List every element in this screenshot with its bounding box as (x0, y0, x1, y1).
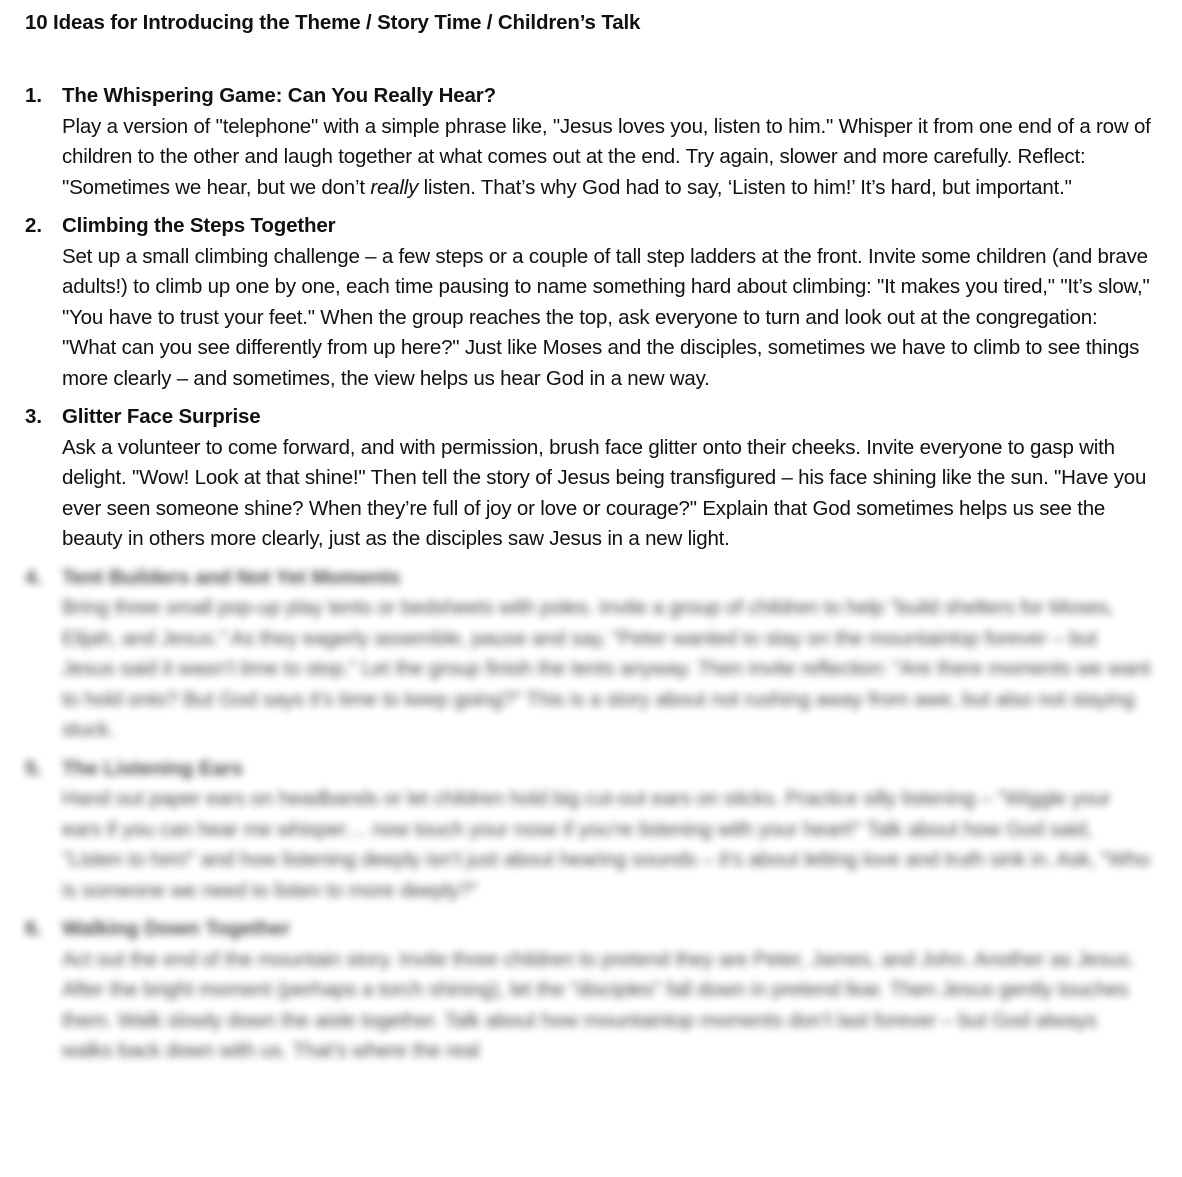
idea-title: Tent Builders and Not Yet Moments (62, 565, 401, 589)
idea-number: 4. (25, 565, 43, 589)
idea-number: 5. (25, 756, 43, 780)
idea-description: Hand out paper ears on headbands or let children hold big cut-out ears on sticks. Practice silly listening – "Wiggle your ears if you can hear me whisper… now touch your nose if you’re listening with your heart!" Talk about how God said, "Listen to him!" and how listening deeply isn’t just about hearing sounds – it’s about letting love and truth sink in. Ask, "Who is someone we need to listen to more deeply?" (62, 787, 1150, 902)
idea-text: Play a version of "telephone" with a simple phrase like, "Jesus loves you, listen to him." Whisper it from one end of a row of children to the other and laugh together at what comes out at the end. Try again, slower and more carefully. Reflect: "Sometimes we hear, but we don’t (62, 114, 1151, 199)
idea-title: The Whispering Game: Can You Really Hear? (62, 84, 496, 107)
idea-title: The Listening Ears (62, 756, 243, 780)
idea-number: 1. (25, 84, 43, 107)
idea-item-6 (25, 914, 1152, 1067)
idea-item-1 (25, 81, 1152, 203)
idea-item-3 (25, 402, 1152, 555)
idea-description (62, 112, 1152, 204)
idea-number: 6. (25, 917, 43, 940)
idea-title: Glitter Face Surprise (62, 405, 261, 428)
idea-item-4 (25, 563, 1152, 746)
idea-description: Ask a volunteer to come forward, and with permission, brush face glitter onto their cheeks. Invite everyone to gasp with delight. "Wow! Look at that shine!" Then tell the story of Jesus being transfigured – his face shining like the sun. "Have you ever seen someone shine? When they’re full of joy or love or courage?" Explain that God sometimes helps us see the beauty in others more clearly, just as the disciples saw Jesus in a new light. (62, 435, 1147, 550)
idea-item-2 (25, 211, 1152, 394)
idea-title: Walking Down Together (62, 917, 291, 940)
idea-text: listen. That’s why God had to say, ‘Listen to him!’ It’s hard, but important." (418, 175, 1072, 199)
idea-title: Climbing the Steps Together (62, 214, 336, 237)
idea-description: Set up a small climbing challenge – a few steps or a couple of tall step ladders at the front. Invite some children (and brave adults!) to climb up one by one, each time pausing to name something hard about climbing: "It makes you tired," "It’s slow," "You have to trust your feet." When the group reaches the top, ask everyone to turn and look out at the congregation: "What can you see differently from up here?" Just like Moses and the disciples, sometimes we have to climb to see things more clearly – and sometimes, the view helps us hear God in a new way. (62, 244, 1150, 390)
idea-emphasis: really (370, 175, 419, 199)
ideas-list (25, 81, 1182, 1067)
idea-number: 2. (25, 214, 43, 237)
idea-description: Bring three small pop-up play tents or bedsheets with poles. Invite a group of children to help "build shelters for Moses, Elijah, and Jesus." As they eagerly assemble, pause and say, "Peter wanted to stay on the mountaintop forever – but Jesus said it wasn’t time to stop." Let the group finish the tents anyway. Then invite reflection: "Are there moments we want to hold onto? But God says it’s time to keep going?" This is a story about not rushing away from awe, but also not staying stuck. (62, 596, 1151, 741)
idea-item-5 (25, 754, 1152, 907)
idea-number: 3. (25, 405, 43, 428)
idea-description: Act out the end of the mountain story. Invite three children to pretend they are Peter, James, and John. Another as Jesus. After the bright moment (perhaps a torch shining), let the "disciples" fall down in pretend fear. Then Jesus gently touches them. Walk slowly down the aisle together. Talk about how mountaintop moments don’t last forever – but God always walks back down with us. That’s where the real (62, 947, 1135, 1062)
document-title: 10 Ideas for Introducing the Theme / Story Time / Children’s Talk (25, 11, 641, 34)
